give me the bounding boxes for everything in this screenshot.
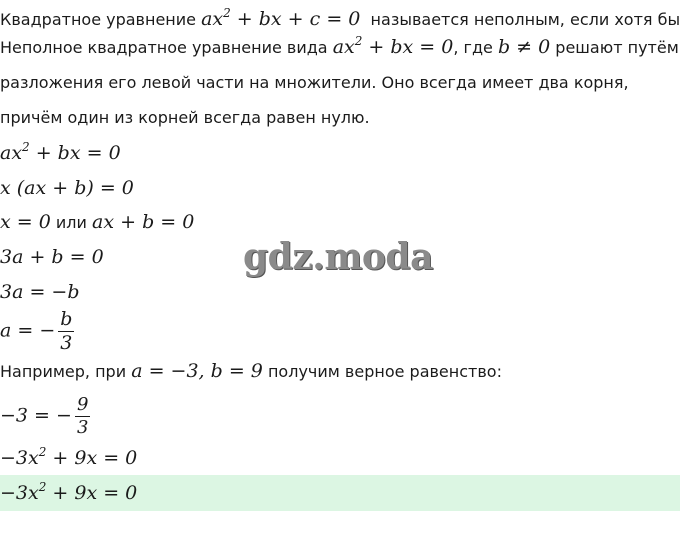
formula: $ax^2$ + bx = 0 bbox=[332, 34, 454, 58]
formula: $ax^2$ + bx + c = 0 bbox=[201, 6, 361, 30]
intro-line-1 bbox=[0, 6, 680, 30]
fraction bbox=[75, 396, 90, 437]
denominator: 3 bbox=[60, 332, 73, 354]
equation-1: $ax^2$ + bx = 0 bbox=[0, 140, 121, 164]
equation-8: $-3x^2 + 9x = 0$ bbox=[0, 445, 138, 469]
text: или bbox=[55, 213, 87, 232]
text: Например, при bbox=[0, 362, 127, 381]
denominator: 3 bbox=[76, 417, 89, 438]
equation-2: x (ax + b) = 0 bbox=[0, 177, 134, 199]
condition: b ≠ 0 bbox=[497, 36, 551, 58]
equation-3 bbox=[0, 213, 194, 232]
intro-line-3: разложения его левой части на множители. Оно всегда имеет два корня, bbox=[0, 73, 629, 92]
formula: x = 0 bbox=[0, 211, 51, 233]
formula: ax + b = 0 bbox=[92, 211, 195, 233]
formula: a = −3, b = 9 bbox=[131, 360, 263, 382]
equation-9-answer: $-3x^2 + 9x = 0$ bbox=[0, 480, 138, 504]
formula: −3 = − bbox=[0, 404, 72, 427]
equation-7 bbox=[0, 396, 90, 437]
text: Квадратное уравнение bbox=[0, 10, 196, 29]
example-line bbox=[0, 362, 502, 381]
text: решают путём bbox=[555, 38, 679, 57]
watermark-logo: gdz.moda bbox=[243, 236, 433, 278]
equation-5: 3a = −b bbox=[0, 281, 80, 303]
text: получим верное равенство: bbox=[267, 362, 502, 381]
equation-6 bbox=[0, 310, 74, 353]
text: называется неполным, если хотя бы bbox=[370, 10, 680, 29]
formula: a = − bbox=[0, 319, 56, 342]
text: , где bbox=[453, 38, 493, 57]
equation-4: 3a + b = 0 bbox=[0, 246, 104, 268]
intro-line-4: причём один из корней всегда равен нулю. bbox=[0, 108, 370, 127]
text: Неполное квадратное уравнение вида bbox=[0, 38, 328, 57]
numerator: 9 bbox=[76, 394, 89, 415]
intro-line-2 bbox=[0, 34, 679, 58]
numerator: b bbox=[60, 308, 73, 330]
fraction bbox=[58, 310, 74, 353]
